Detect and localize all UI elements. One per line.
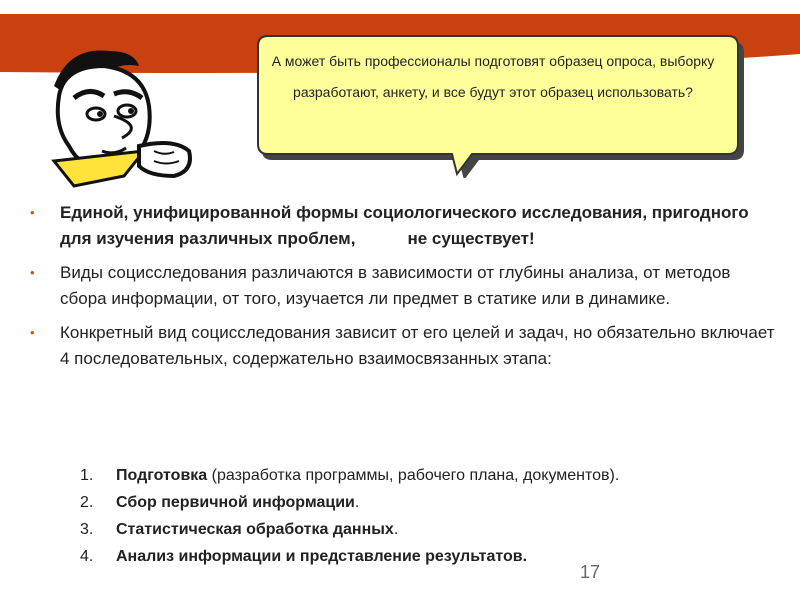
speech-bubble-text: А может быть профессионалы подготовят образец опроса, выборку разработают, анкету, и все будут этот образец использовать? xyxy=(271,53,715,100)
bullet-text-bold: Единой, унифицированной формы социологического исследования, пригодного для изучения различных проблем, xyxy=(60,203,749,248)
step-description: . xyxy=(393,521,399,538)
step-title: Подготовка xyxy=(116,467,208,484)
step-item xyxy=(80,462,619,489)
steps-list xyxy=(80,462,619,570)
step-description: (разработка программы, рабочего плана, документов). xyxy=(207,467,620,484)
bullet-item xyxy=(30,320,775,372)
step-item xyxy=(80,489,619,516)
slide-number: 17 xyxy=(580,562,601,582)
step-title: Сбор первичной информации xyxy=(116,494,355,511)
bullet-text: Конкретный вид социсследования зависит от его целей и задач, но обязательно включает 4 последовательных, содержательно взаимосвязанных этапа: xyxy=(60,323,775,368)
step-title: Статистическая обработка данных xyxy=(116,521,394,538)
bullet-item xyxy=(30,260,775,312)
bullet-icon: • xyxy=(30,325,35,340)
bullet-list xyxy=(30,200,775,380)
step-title: Анализ информации и представление результатов. xyxy=(116,548,528,565)
step-number: 1. xyxy=(80,467,94,484)
step-description: . xyxy=(354,494,360,511)
step-number: 3. xyxy=(80,521,94,538)
bullet-icon: • xyxy=(30,205,35,220)
cartoon-man-icon xyxy=(14,26,214,196)
bullet-item xyxy=(30,200,775,252)
step-item xyxy=(80,543,619,570)
bullet-text: Виды социсследования различаются в зависимости от глубины анализа, от методов сбора информации, от того, изучается ли предмет в статике или в динамике. xyxy=(60,263,731,308)
step-number: 2. xyxy=(80,494,94,511)
bullet-icon: • xyxy=(30,265,35,280)
bullet-text-emphasis: не существует! xyxy=(407,229,535,248)
step-number: 4. xyxy=(80,548,94,565)
step-item xyxy=(80,516,619,543)
